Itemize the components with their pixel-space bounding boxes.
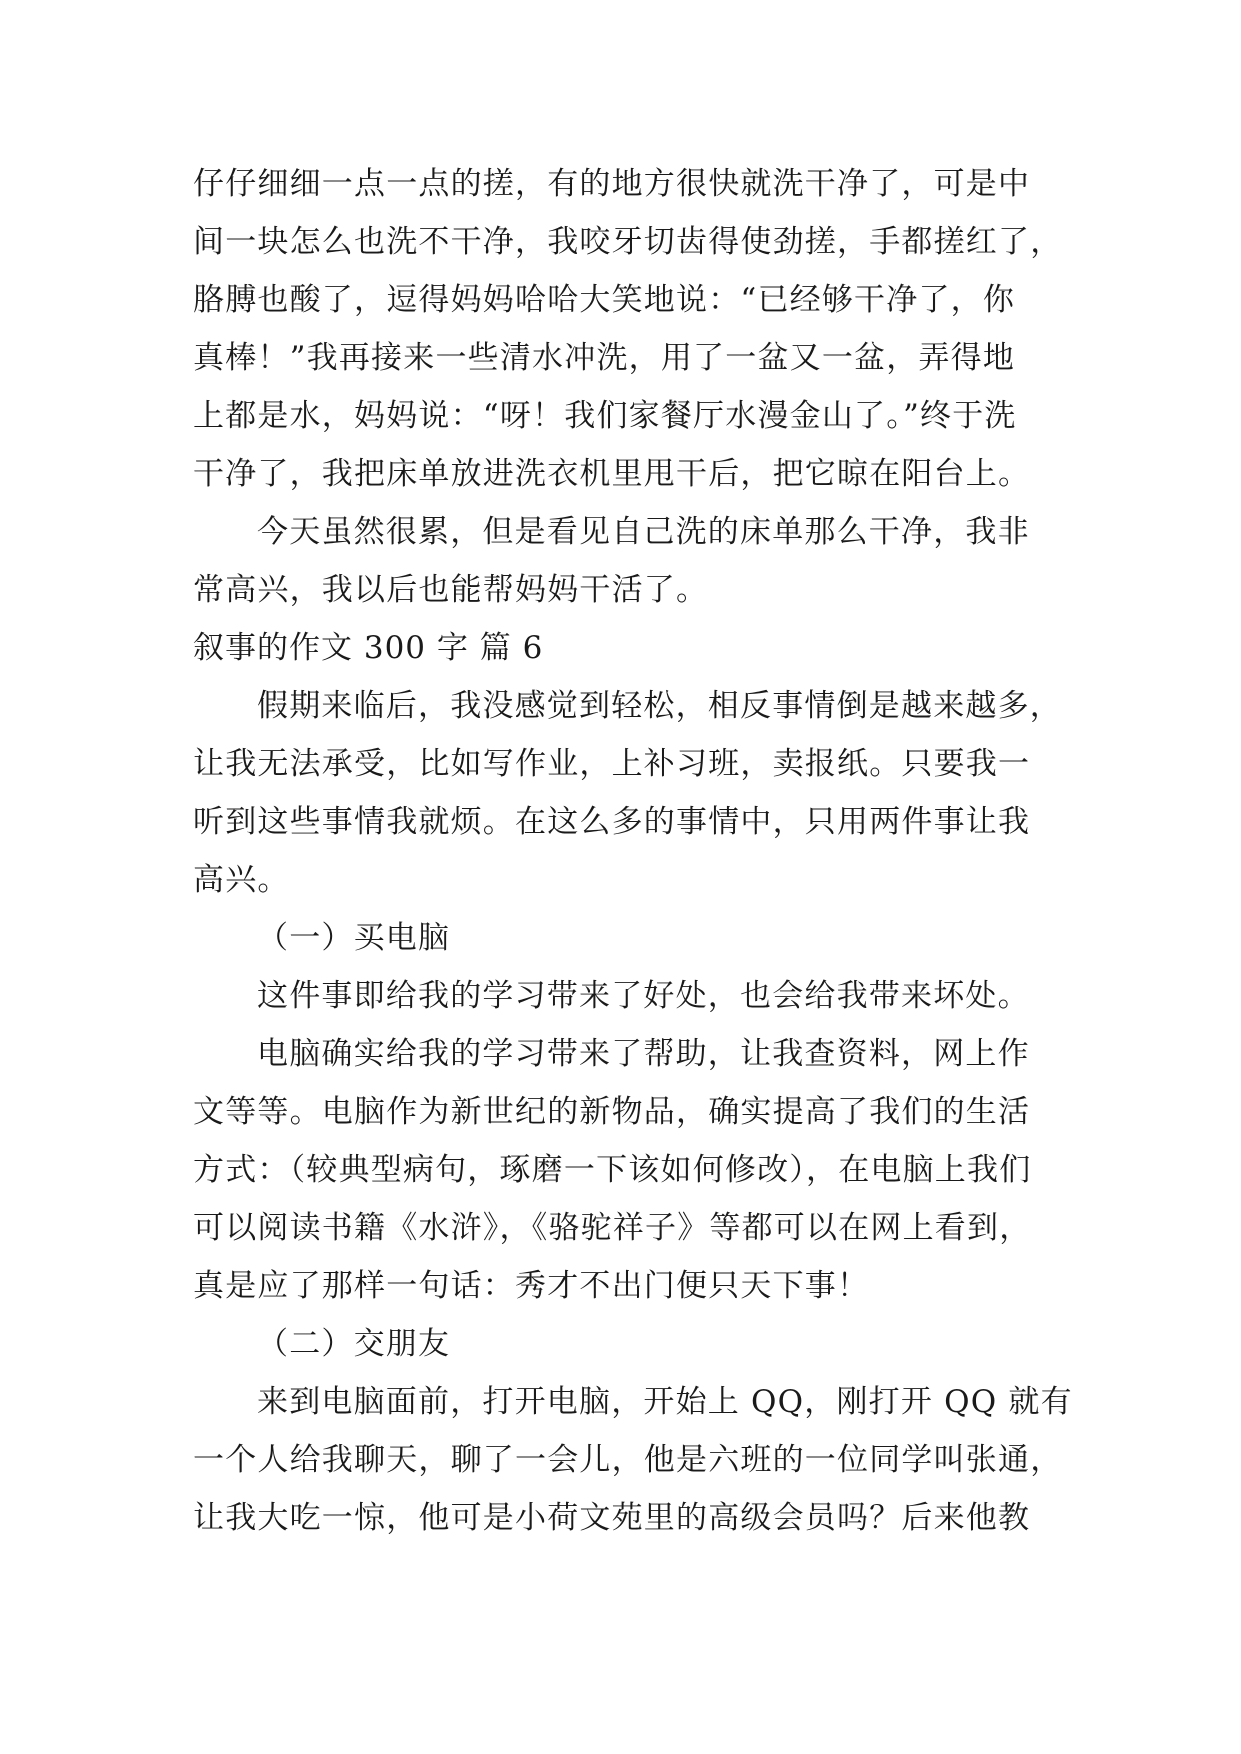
paragraph-line: 胳膊也酸了，逗得妈妈哈哈大笑地说：“已经够干净了，你 — [193, 282, 1016, 318]
paragraph-line: 一个人给我聊天，聊了一会儿，他是六班的一位同学叫张通， — [193, 1442, 1063, 1478]
paragraph-line: 文等等。电脑作为新世纪的新物品，确实提高了我们的生活 — [193, 1094, 1031, 1130]
section-heading: 叙事的作文 300 字 篇 6 — [193, 630, 544, 666]
paragraph-line: 假期来临后，我没感觉到轻松，相反事情倒是越来越多， — [257, 688, 1062, 724]
paragraph-line: 真棒！”我再接来一些清水冲洗，用了一盆又一盆，弄得地 — [193, 340, 1016, 376]
paragraph-line: 让我大吃一惊，他可是小荷文苑里的高级会员吗？后来他教 — [193, 1500, 1031, 1536]
paragraph-line: 这件事即给我的学习带来了好处，也会给我带来坏处。 — [257, 978, 1030, 1014]
paragraph-line: 高兴。 — [193, 862, 290, 898]
paragraph-line: 让我无法承受，比如写作业，上补习班，卖报纸。只要我一 — [193, 746, 1031, 782]
paragraph-line: 听到这些事情我就烦。在这么多的事情中，只用两件事让我 — [193, 804, 1031, 840]
subsection-heading: （二）交朋友 — [257, 1326, 451, 1362]
paragraph-line: 仔仔细细一点一点的搓，有的地方很快就洗干净了，可是中 — [193, 166, 1031, 202]
paragraph-line: 干净了，我把床单放进洗衣机里甩干后，把它晾在阳台上。 — [193, 456, 1031, 492]
paragraph-line: 今天虽然很累，但是看见自己洗的床单那么干净，我非 — [257, 514, 1030, 550]
paragraph-line: 来到电脑面前，打开电脑，开始上 QQ，刚打开 QQ 就有 — [257, 1384, 1073, 1420]
paragraph-line: 常高兴，我以后也能帮妈妈干活了。 — [193, 572, 709, 608]
paragraph-line: 电脑确实给我的学习带来了帮助，让我查资料，网上作 — [257, 1036, 1030, 1072]
paragraph-line: 真是应了那样一句话：秀才不出门便只天下事！ — [193, 1268, 870, 1304]
subsection-heading: （一）买电脑 — [257, 920, 451, 956]
paragraph-line: 上都是水，妈妈说：“呀！我们家餐厅水漫金山了。”终于洗 — [193, 398, 1017, 434]
paragraph-line: 方式：（较典型病句，琢磨一下该如何修改），在电脑上我们 — [193, 1152, 1032, 1188]
paragraph-line: 间一块怎么也洗不干净，我咬牙切齿得使劲搓，手都搓红了， — [193, 224, 1063, 260]
paragraph-line: 可以阅读书籍《水浒》，《骆驼祥子》等都可以在网上看到， — [193, 1210, 1032, 1246]
